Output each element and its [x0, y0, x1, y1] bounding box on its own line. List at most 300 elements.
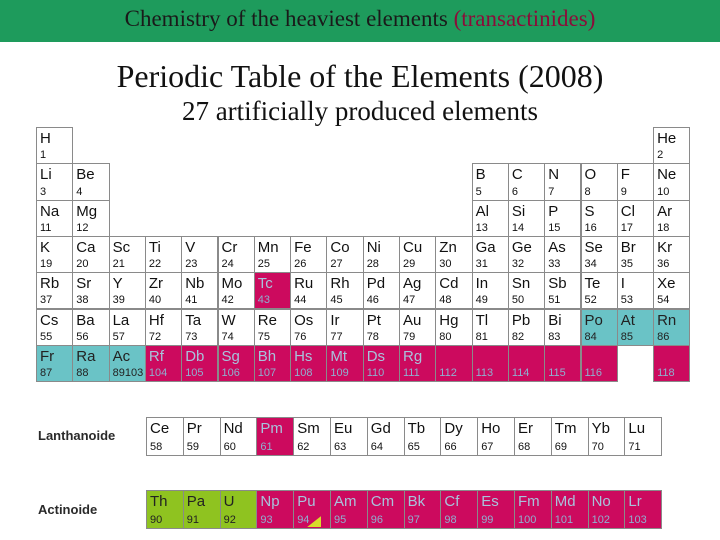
atomic-number: 33	[548, 258, 561, 271]
actinoids-label: Actinoide	[38, 502, 98, 517]
element-cell	[36, 345, 73, 382]
atomic-number: 86	[657, 330, 670, 343]
atomic-number: 46	[366, 294, 379, 307]
element-cell	[36, 309, 73, 346]
element-cell	[588, 490, 626, 529]
element-symbol: Tc	[257, 275, 273, 293]
atomic-number: 42	[221, 294, 234, 307]
element-cell	[544, 200, 581, 237]
element-cell	[581, 345, 618, 382]
element-cell	[508, 309, 545, 346]
atomic-number: 55	[40, 330, 53, 343]
lanthanoids-label: Lanthanoide	[38, 428, 116, 443]
element-symbol: Os	[294, 311, 314, 329]
element-symbol: Kr	[657, 238, 673, 256]
element-symbol: Se	[584, 238, 603, 256]
element-cell	[617, 272, 654, 309]
element-cell	[508, 272, 545, 309]
atomic-number: 78	[366, 330, 379, 343]
element-symbol: Sm	[297, 420, 320, 437]
element-cell	[145, 309, 182, 346]
atomic-number: 114	[511, 367, 530, 380]
atomic-number: 59	[186, 441, 200, 453]
element-cell	[181, 272, 218, 309]
element-symbol: Sb	[548, 275, 567, 293]
atomic-number: 113	[475, 367, 494, 380]
atomic-number: 25	[257, 258, 271, 271]
atomic-number: 72	[148, 330, 162, 343]
atomic-number: 85	[620, 330, 634, 343]
atomic-number: 13	[475, 221, 488, 234]
element-symbol: Sn	[511, 275, 531, 293]
element-cell	[218, 236, 255, 273]
atomic-number: 103	[628, 514, 647, 526]
element-cell	[617, 236, 654, 273]
atomic-number: 80	[439, 330, 452, 343]
element-cell	[181, 345, 218, 382]
element-symbol: Cs	[40, 311, 59, 329]
element-cell	[472, 272, 509, 309]
atomic-number: 111	[403, 367, 420, 380]
element-symbol: Cd	[439, 275, 459, 293]
atomic-number: 116	[584, 367, 603, 380]
element-cell	[472, 163, 509, 200]
element-cell	[399, 236, 436, 273]
element-symbol: Rf	[148, 347, 164, 365]
slide-title: Periodic Table of the Elements (2008)	[116, 58, 604, 94]
element-cell	[653, 163, 690, 200]
element-symbol: Pa	[186, 493, 206, 510]
atomic-number: 112	[439, 367, 457, 380]
element-symbol: Po	[584, 311, 603, 329]
element-symbol: Pd	[366, 275, 386, 293]
element-symbol: Ar	[657, 202, 673, 220]
element-cell	[624, 417, 662, 456]
element-cell	[254, 272, 291, 309]
element-cell	[588, 417, 626, 456]
element-symbol: Ac	[112, 347, 131, 365]
element-symbol: Ti	[148, 238, 161, 256]
element-cell	[472, 200, 509, 237]
atomic-number: 24	[221, 258, 234, 271]
atomic-number: 73	[185, 330, 198, 343]
element-symbol: P	[548, 202, 559, 220]
atomic-number: 99	[481, 514, 494, 526]
element-cell	[183, 417, 221, 456]
atomic-number: 87	[40, 367, 53, 380]
element-cell	[581, 236, 618, 273]
atomic-number: 84	[584, 330, 597, 343]
element-symbol: Sc	[112, 238, 131, 256]
element-symbol: At	[620, 311, 635, 329]
atomic-number: 39	[112, 294, 125, 307]
element-symbol: Sr	[76, 275, 92, 293]
element-cell	[514, 417, 552, 456]
element-cell	[363, 272, 400, 309]
element-symbol: F	[620, 166, 630, 184]
atomic-number: 96	[370, 514, 384, 526]
atomic-number: 10	[657, 185, 670, 198]
element-symbol: Bk	[407, 493, 426, 510]
element-symbol: Hf	[148, 311, 164, 329]
element-cell	[290, 272, 327, 309]
atomic-number: 12	[76, 221, 89, 234]
atomic-number: 67	[481, 441, 494, 453]
element-symbol: Mt	[330, 347, 348, 365]
element-cell	[653, 236, 690, 273]
element-cell	[367, 417, 405, 456]
element-symbol: Be	[76, 166, 95, 184]
atomic-number: 15	[548, 221, 561, 234]
element-cell	[435, 236, 472, 273]
atomic-number: 40	[148, 294, 162, 307]
atomic-number: 35	[620, 258, 634, 271]
element-cell	[508, 236, 545, 273]
atomic-number: 17	[620, 221, 634, 234]
element-symbol: Pu	[297, 493, 316, 510]
element-cell	[293, 417, 331, 456]
element-cell	[218, 309, 255, 346]
element-symbol: Co	[330, 238, 350, 256]
atomic-number: 43	[257, 294, 271, 307]
element-cell	[617, 163, 654, 200]
atomic-number: 20	[76, 258, 89, 271]
element-symbol: Db	[185, 347, 205, 365]
atomic-number: 66	[444, 441, 457, 453]
element-symbol: Rh	[330, 275, 350, 293]
element-symbol: I	[620, 275, 625, 293]
element-symbol: Bh	[257, 347, 277, 365]
atomic-number: 65	[407, 441, 420, 453]
atomic-number: 44	[294, 294, 307, 307]
header-title-main: Chemistry of the heaviest elements	[124, 6, 454, 31]
element-cell	[326, 272, 363, 309]
element-cell	[72, 272, 109, 309]
element-cell	[326, 345, 363, 382]
element-symbol: Er	[518, 420, 533, 437]
element-cell	[256, 417, 294, 456]
element-symbol: W	[221, 311, 236, 329]
element-symbol: Gd	[370, 420, 391, 437]
atomic-number: 26	[294, 258, 307, 271]
atomic-number: 57	[112, 330, 125, 343]
element-cell	[617, 200, 654, 237]
atomic-number: 49	[475, 294, 488, 307]
element-symbol: Nb	[185, 275, 205, 293]
element-symbol: C	[511, 166, 523, 184]
element-cell	[544, 236, 581, 273]
element-cell	[256, 490, 294, 529]
atomic-number: 23	[185, 258, 198, 271]
atomic-number: 77	[330, 330, 343, 343]
element-symbol: Ne	[657, 166, 677, 184]
element-cell	[146, 490, 184, 529]
element-cell	[109, 236, 146, 273]
element-cell	[581, 200, 618, 237]
element-symbol: Al	[475, 202, 489, 220]
atomic-number: 91	[186, 514, 200, 526]
element-symbol: Ge	[511, 238, 532, 256]
element-symbol: In	[475, 275, 489, 293]
atomic-number: 31	[475, 258, 488, 271]
atomic-number: 8	[584, 185, 591, 198]
element-symbol: Es	[481, 493, 499, 510]
element-symbol: Dy	[444, 420, 463, 437]
element-symbol: Bi	[548, 311, 562, 329]
atomic-number: 27	[330, 258, 343, 271]
element-symbol: Ir	[330, 311, 340, 329]
element-cell	[326, 309, 363, 346]
element-cell	[653, 127, 690, 164]
element-cell	[617, 309, 654, 346]
atomic-number: 41	[185, 294, 198, 307]
element-symbol: Y	[112, 275, 123, 293]
atomic-number: 68	[518, 441, 531, 453]
atomic-number: 69	[554, 441, 568, 453]
element-cell	[399, 345, 436, 382]
element-symbol: Ni	[366, 238, 381, 256]
element-cell	[404, 417, 442, 456]
element-symbol: S	[584, 202, 595, 220]
element-cell	[435, 309, 472, 346]
element-symbol: Re	[257, 311, 277, 329]
atomic-number: 51	[548, 294, 561, 307]
element-cell	[551, 417, 589, 456]
atomic-number: 118	[657, 367, 675, 380]
element-symbol: N	[548, 166, 560, 184]
element-symbol: Fm	[518, 493, 540, 510]
atomic-number: 6	[511, 185, 519, 198]
element-cell	[581, 309, 618, 346]
element-cell	[183, 490, 221, 529]
element-symbol: Eu	[334, 420, 353, 437]
element-cell	[109, 345, 146, 382]
atomic-number: 75	[257, 330, 271, 343]
atomic-number: 62	[297, 441, 310, 453]
atomic-number: 19	[40, 258, 53, 271]
element-symbol: Hs	[294, 347, 313, 365]
element-cell	[72, 236, 109, 273]
element-symbol: Pt	[366, 311, 381, 329]
element-symbol: Ce	[150, 420, 170, 437]
element-cell	[472, 236, 509, 273]
element-symbol: H	[40, 130, 51, 147]
element-symbol: Zn	[439, 238, 457, 256]
element-cell	[363, 236, 400, 273]
atomic-number: 56	[76, 330, 89, 343]
element-cell	[36, 236, 73, 273]
element-cell	[544, 163, 581, 200]
atomic-number: 100	[518, 514, 537, 526]
element-cell	[544, 345, 581, 382]
element-symbol: Zr	[148, 275, 164, 293]
element-symbol: Ra	[76, 347, 96, 365]
element-symbol: Li	[40, 166, 52, 184]
element-cell	[72, 345, 109, 382]
element-symbol: Cl	[620, 202, 635, 220]
atomic-number: 2	[657, 149, 664, 162]
element-symbol: Ca	[76, 238, 96, 256]
atomic-number: 106	[221, 367, 240, 380]
element-symbol: Lu	[628, 420, 646, 437]
atomic-number: 52	[584, 294, 597, 307]
atomic-number: 16	[584, 221, 597, 234]
element-cell	[181, 309, 218, 346]
atomic-number: 53	[620, 294, 634, 307]
element-symbol: V	[185, 238, 196, 256]
element-symbol: Tm	[554, 420, 577, 437]
element-cell	[404, 490, 442, 529]
atomic-number: 4	[76, 185, 83, 198]
atomic-number: 37	[40, 294, 53, 307]
element-cell	[290, 309, 327, 346]
atomic-number: 90	[150, 514, 163, 526]
element-cell	[435, 272, 472, 309]
atomic-number: 79	[403, 330, 416, 343]
atomic-number: 107	[257, 367, 277, 380]
element-cell	[290, 345, 327, 382]
atomic-number: 11	[40, 221, 52, 234]
element-cell	[363, 309, 400, 346]
atomic-number: 97	[407, 514, 420, 526]
atomic-number: 71	[628, 441, 641, 453]
element-symbol: La	[112, 311, 130, 329]
element-cell	[544, 309, 581, 346]
element-symbol: B	[475, 166, 486, 184]
element-symbol: Rn	[657, 311, 677, 329]
atomic-number: 34	[584, 258, 597, 271]
element-symbol: Pr	[186, 420, 202, 437]
element-cell	[514, 490, 552, 529]
element-cell	[181, 236, 218, 273]
element-cell	[146, 417, 184, 456]
element-cell	[109, 272, 146, 309]
element-cell	[330, 490, 368, 529]
element-cell	[363, 345, 400, 382]
atomic-number: 108	[294, 367, 313, 380]
element-symbol: Si	[511, 202, 526, 220]
atomic-number: 21	[112, 258, 125, 271]
atomic-number: 32	[511, 258, 525, 271]
atomic-number: 22	[148, 258, 162, 271]
element-symbol: Fr	[40, 347, 55, 365]
element-symbol: Sg	[221, 347, 240, 365]
element-cell	[145, 272, 182, 309]
element-symbol: Au	[403, 311, 422, 329]
element-symbol: As	[548, 238, 566, 256]
atomic-number: 54	[657, 294, 670, 307]
element-cell	[326, 236, 363, 273]
element-cell	[254, 309, 291, 346]
element-cell	[472, 309, 509, 346]
atomic-number: 93	[260, 514, 273, 526]
atomic-number: 104	[148, 367, 168, 380]
element-cell	[581, 163, 618, 200]
element-cell	[220, 490, 258, 529]
atomic-number: 50	[511, 294, 525, 307]
element-symbol: Am	[334, 493, 357, 510]
element-symbol: Ba	[76, 311, 95, 329]
element-symbol: Ga	[475, 238, 496, 256]
element-symbol: Cf	[444, 493, 460, 510]
element-cell	[290, 236, 327, 273]
element-cell	[508, 163, 545, 200]
atomic-number: 28	[366, 258, 379, 271]
element-cell	[36, 272, 73, 309]
element-cell	[72, 163, 109, 200]
element-cell	[218, 345, 255, 382]
atomic-number: 109	[330, 367, 349, 380]
element-cell	[544, 272, 581, 309]
atomic-number: 60	[223, 441, 236, 453]
element-cell	[477, 417, 515, 456]
header-title-highlight: (transactinides)	[453, 6, 596, 31]
atomic-number: 47	[403, 294, 416, 307]
element-cell	[440, 490, 478, 529]
atomic-number: 58	[150, 441, 163, 453]
atomic-number: 105	[185, 367, 204, 380]
element-symbol: No	[591, 493, 611, 510]
element-symbol: Mn	[257, 238, 279, 256]
element-cell	[653, 309, 690, 346]
atomic-number: 38	[76, 294, 89, 307]
element-cell	[220, 417, 258, 456]
element-cell	[109, 309, 146, 346]
element-symbol: Tb	[407, 420, 426, 437]
element-cell	[440, 417, 478, 456]
element-cell	[653, 200, 690, 237]
element-symbol: Ta	[185, 311, 202, 329]
element-symbol: Pb	[511, 311, 531, 329]
element-cell	[508, 200, 545, 237]
element-symbol: Pm	[260, 420, 283, 437]
atomic-number: 94	[297, 514, 310, 526]
element-symbol: Ru	[294, 275, 314, 293]
element-cell	[293, 490, 331, 529]
atomic-number: 98	[444, 514, 457, 526]
element-symbol: Lr	[628, 493, 642, 510]
element-symbol: Na	[40, 202, 60, 220]
element-symbol: Ds	[366, 347, 386, 365]
atomic-number: 14	[511, 221, 525, 234]
element-cell	[72, 200, 109, 237]
element-symbol: Nd	[223, 420, 243, 437]
element-cell	[36, 200, 73, 237]
element-symbol: Rg	[403, 347, 423, 365]
element-symbol: Th	[150, 493, 168, 510]
element-cell	[399, 272, 436, 309]
atomic-number: 92	[223, 514, 236, 526]
atomic-number: 82	[511, 330, 525, 343]
element-cell	[36, 163, 73, 200]
atomic-number: 29	[403, 258, 416, 271]
element-symbol: O	[584, 166, 597, 184]
atomic-number: 95	[334, 514, 347, 526]
element-cell	[477, 490, 515, 529]
element-cell	[653, 272, 690, 309]
atomic-number: 110	[366, 367, 385, 380]
element-symbol: U	[223, 493, 235, 510]
element-cell	[367, 490, 405, 529]
atomic-number: 81	[475, 330, 488, 343]
atomic-number: 45	[330, 294, 343, 307]
element-cell	[254, 345, 291, 382]
element-cell	[581, 272, 618, 309]
atomic-number: 30	[439, 258, 452, 271]
element-symbol: Tl	[475, 311, 489, 329]
atomic-number: 76	[294, 330, 307, 343]
atomic-number: 63	[334, 441, 347, 453]
